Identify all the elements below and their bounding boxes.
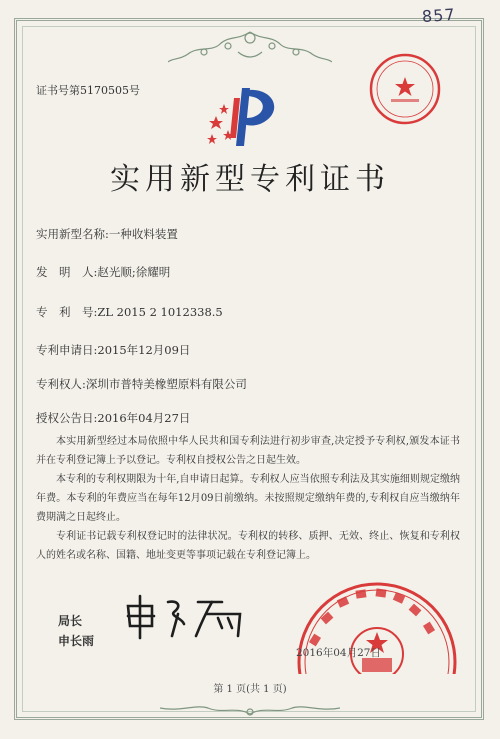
director-name: 申长雨 bbox=[58, 634, 95, 648]
agency-seal-icon bbox=[367, 51, 443, 127]
patent-number-label: 专 利 号: bbox=[36, 305, 98, 319]
field-patent-number bbox=[36, 304, 223, 320]
director-signature-icon bbox=[122, 592, 272, 642]
inventor-value: 赵光顺;徐耀明 bbox=[97, 265, 171, 279]
utility-model-name-value: 一种收料装置 bbox=[108, 227, 178, 241]
filing-date-value: 2015年12月09日 bbox=[97, 343, 191, 357]
body-paragraph: 专利证书记载专利权登记时的法律状况。专利权的转移、质押、无效、终止、恢复和专利权人的姓名或名称、国籍、地址变更等事项记载在专利登记簿上。 bbox=[36, 531, 460, 561]
page-number: 第 1 页(共 1 页) bbox=[213, 684, 287, 695]
certificate-number: 证书号第5170505号 bbox=[36, 84, 140, 97]
body-paragraph: 本实用新型经过本局依照中华人民共和国专利法进行初步审查,决定授予专利权,颁发本证书并在专利登记簿上予以登记。专利权自授权公告之日起生效。 bbox=[36, 436, 460, 466]
field-inventor bbox=[36, 264, 170, 280]
page-title: 实用新型专利证书 bbox=[110, 162, 390, 197]
field-filing-date bbox=[36, 342, 190, 358]
body-paragraph: 本专利的专利权期限为十年,自申请日起算。专利权人应当依照专利法及其实施细则规定缴纳年费。本专利的年费应当在每年12月09日前缴纳。未按照规定缴纳年费的,专利权自应当缴纳年费期满之日起终止。 bbox=[36, 474, 460, 523]
director-title: 局长 bbox=[58, 614, 83, 628]
field-patentee bbox=[36, 376, 247, 392]
inventor-label: 发 明 人: bbox=[36, 265, 98, 279]
bottom-ornament bbox=[160, 700, 340, 720]
patentee-value: 深圳市普特美橡塑原料有限公司 bbox=[85, 377, 247, 391]
patent-number-value: ZL 2015 2 1012338.5 bbox=[97, 305, 223, 319]
filing-date-label: 专利申请日: bbox=[36, 343, 98, 357]
seal-date: 2016年04月27日 bbox=[296, 647, 381, 659]
top-ornament bbox=[168, 28, 332, 66]
grant-date-value: 2016年04月27日 bbox=[97, 411, 191, 425]
utility-model-name-label: 实用新型名称: bbox=[36, 227, 109, 241]
field-grant-date bbox=[36, 410, 190, 426]
certificate-body bbox=[36, 432, 460, 565]
patentee-label: 专利权人: bbox=[36, 377, 86, 391]
sipo-logo-icon bbox=[198, 76, 288, 156]
field-utility-model-name bbox=[36, 226, 178, 242]
handwritten-note: 857 bbox=[421, 4, 457, 27]
grant-date-label: 授权公告日: bbox=[36, 411, 98, 425]
